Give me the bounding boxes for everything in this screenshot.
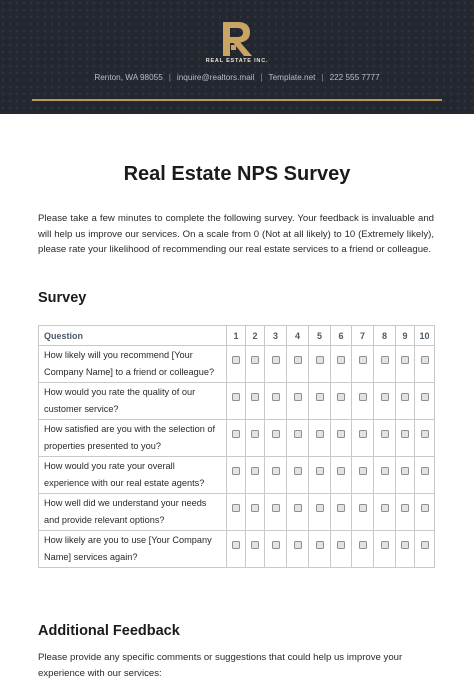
rating-checkbox[interactable] [251,541,259,549]
intro-paragraph: Please take a few minutes to complete the following survey. Your feedback is invaluable and will help us improve our services. On a scale from 0 (Not at all likely) to 10 (Extremely likely), please rate your likelihood of recommending our real estate services to a friend or colleague. [38,213,434,255]
rating-cell [246,383,265,420]
rating-checkbox[interactable] [337,504,345,512]
rating-cell [374,531,396,568]
rating-checkbox[interactable] [294,356,302,364]
table-row [39,494,435,531]
rating-cell [396,420,415,457]
rating-checkbox[interactable] [272,541,280,549]
letterhead [0,0,474,114]
rating-checkbox[interactable] [359,504,367,512]
rating-cell [227,531,246,568]
rating-cell [374,494,396,531]
rating-checkbox[interactable] [316,541,324,549]
rating-cell [246,346,265,383]
rating-cell [415,494,435,531]
rating-checkbox[interactable] [359,356,367,364]
rating-cell [309,420,331,457]
survey-table [38,325,435,568]
rating-cell [331,346,352,383]
rating-checkbox[interactable] [316,393,324,401]
rating-cell [331,420,352,457]
rating-checkbox[interactable] [294,467,302,475]
rating-checkbox[interactable] [232,541,240,549]
rating-checkbox[interactable] [359,393,367,401]
header-divider [32,99,442,101]
rating-checkbox[interactable] [272,467,280,475]
rating-checkbox[interactable] [294,504,302,512]
column-header-score: 2 [246,326,265,346]
rating-checkbox[interactable] [401,356,409,364]
table-row [39,457,435,494]
rating-cell [287,494,309,531]
column-header-score: 1 [227,326,246,346]
rating-cell [415,346,435,383]
rating-checkbox[interactable] [294,393,302,401]
rating-checkbox[interactable] [316,504,324,512]
rating-cell [374,346,396,383]
contact-phone: 222 555 7777 [329,73,380,82]
rating-checkbox[interactable] [421,430,429,438]
additional-feedback-heading: Additional Feedback [38,623,180,639]
rating-checkbox[interactable] [251,504,259,512]
rating-checkbox[interactable] [381,541,389,549]
rating-cell [309,383,331,420]
rating-cell [265,346,287,383]
rating-cell [352,494,374,531]
contact-email[interactable]: inquire@realtors.mail [176,73,255,82]
rating-cell [374,457,396,494]
rating-checkbox[interactable] [401,467,409,475]
rating-cell [246,494,265,531]
table-row [39,420,435,457]
rating-cell [227,420,246,457]
rating-checkbox[interactable] [401,430,409,438]
rating-cell [331,383,352,420]
rating-cell [331,494,352,531]
rating-cell [374,383,396,420]
rating-cell [374,420,396,457]
column-header-score: 4 [287,326,309,346]
rating-cell [352,346,374,383]
rating-cell [352,420,374,457]
rating-checkbox[interactable] [272,504,280,512]
rating-checkbox[interactable] [421,504,429,512]
rating-checkbox[interactable] [272,393,280,401]
rating-cell [415,383,435,420]
rating-checkbox[interactable] [232,393,240,401]
table-row [39,346,435,383]
rating-cell [352,457,374,494]
rating-cell [287,457,309,494]
rating-checkbox[interactable] [401,504,409,512]
question-text: How likely are you to use [Your Company Name] services again? [39,531,227,568]
question-text: How satisfied are you with the selection of properties presented to you? [39,420,227,457]
rating-checkbox[interactable] [232,430,240,438]
rating-cell [415,420,435,457]
rating-checkbox[interactable] [401,541,409,549]
rating-checkbox[interactable] [294,430,302,438]
column-header-score: 8 [374,326,396,346]
survey-heading: Survey [38,290,87,306]
rating-cell [287,346,309,383]
contact-website[interactable]: Template.net [268,73,316,82]
rating-cell [396,383,415,420]
rating-cell [265,457,287,494]
rating-checkbox[interactable] [381,356,389,364]
company-name: REAL ESTATE INC. [205,58,269,64]
rating-checkbox[interactable] [251,393,259,401]
column-header-score: 9 [396,326,415,346]
question-text: How would you rate your overall experience with our real estate agents? [39,457,227,494]
rating-checkbox[interactable] [316,356,324,364]
column-header-score: 5 [309,326,331,346]
rating-checkbox[interactable] [316,430,324,438]
rating-checkbox[interactable] [421,467,429,475]
rating-checkbox[interactable] [421,541,429,549]
rating-checkbox[interactable] [337,430,345,438]
rating-checkbox[interactable] [337,393,345,401]
rating-checkbox[interactable] [232,504,240,512]
rating-cell [396,494,415,531]
rating-cell [331,457,352,494]
rating-cell [396,346,415,383]
rating-checkbox[interactable] [359,541,367,549]
rating-cell [415,457,435,494]
contact-address: Renton, WA 98055 [94,73,163,82]
rating-checkbox[interactable] [232,356,240,364]
column-header-score: 7 [352,326,374,346]
table-header-row [39,326,435,346]
question-text: How well did we understand your needs and provide relevant options? [39,494,227,531]
rating-checkbox[interactable] [294,541,302,549]
question-text: How likely will you recommend [Your Company Name] to a friend or colleague? [39,346,227,383]
table-row [39,383,435,420]
feedback-prompt: Please provide any specific comments or suggestions that could help us improve your experience with our services: [38,652,403,679]
rating-checkbox[interactable] [251,467,259,475]
rating-cell [246,420,265,457]
table-row [39,531,435,568]
rating-cell [287,531,309,568]
rating-cell [227,457,246,494]
rating-cell [309,457,331,494]
rating-checkbox[interactable] [381,430,389,438]
rating-cell [287,420,309,457]
rating-cell [396,457,415,494]
rating-checkbox[interactable] [401,393,409,401]
contact-line: Renton, WA 98055 | inquire@realtors.mail | Template.net | 222 555 7777 [94,73,380,82]
rating-cell [352,383,374,420]
rating-checkbox[interactable] [421,393,429,401]
company-logo-icon [217,20,257,58]
rating-cell [227,346,246,383]
rating-checkbox[interactable] [316,467,324,475]
column-header-score: 3 [265,326,287,346]
rating-checkbox[interactable] [359,430,367,438]
rating-cell [227,383,246,420]
rating-checkbox[interactable] [251,356,259,364]
column-header-score: 10 [415,326,435,346]
rating-cell [309,494,331,531]
rating-checkbox[interactable] [337,356,345,364]
rating-checkbox[interactable] [232,467,240,475]
rating-cell [309,346,331,383]
rating-cell [265,531,287,568]
rating-checkbox[interactable] [381,467,389,475]
page-title: Real Estate NPS Survey [123,163,351,185]
rating-cell [309,531,331,568]
question-text: How would you rate the quality of our customer service? [39,383,227,420]
rating-cell [331,531,352,568]
rating-cell [265,420,287,457]
rating-checkbox[interactable] [381,504,389,512]
rating-cell [396,531,415,568]
rating-cell [265,494,287,531]
rating-cell [227,494,246,531]
rating-checkbox[interactable] [251,430,259,438]
rating-checkbox[interactable] [272,430,280,438]
rating-checkbox[interactable] [381,393,389,401]
column-header-question: Question [39,326,227,346]
rating-cell [352,531,374,568]
rating-checkbox[interactable] [359,467,367,475]
rating-cell [415,531,435,568]
rating-checkbox[interactable] [272,356,280,364]
column-header-score: 6 [331,326,352,346]
rating-checkbox[interactable] [337,467,345,475]
rating-cell [265,383,287,420]
rating-checkbox[interactable] [421,356,429,364]
rating-cell [246,531,265,568]
rating-cell [246,457,265,494]
rating-checkbox[interactable] [337,541,345,549]
rating-cell [287,383,309,420]
